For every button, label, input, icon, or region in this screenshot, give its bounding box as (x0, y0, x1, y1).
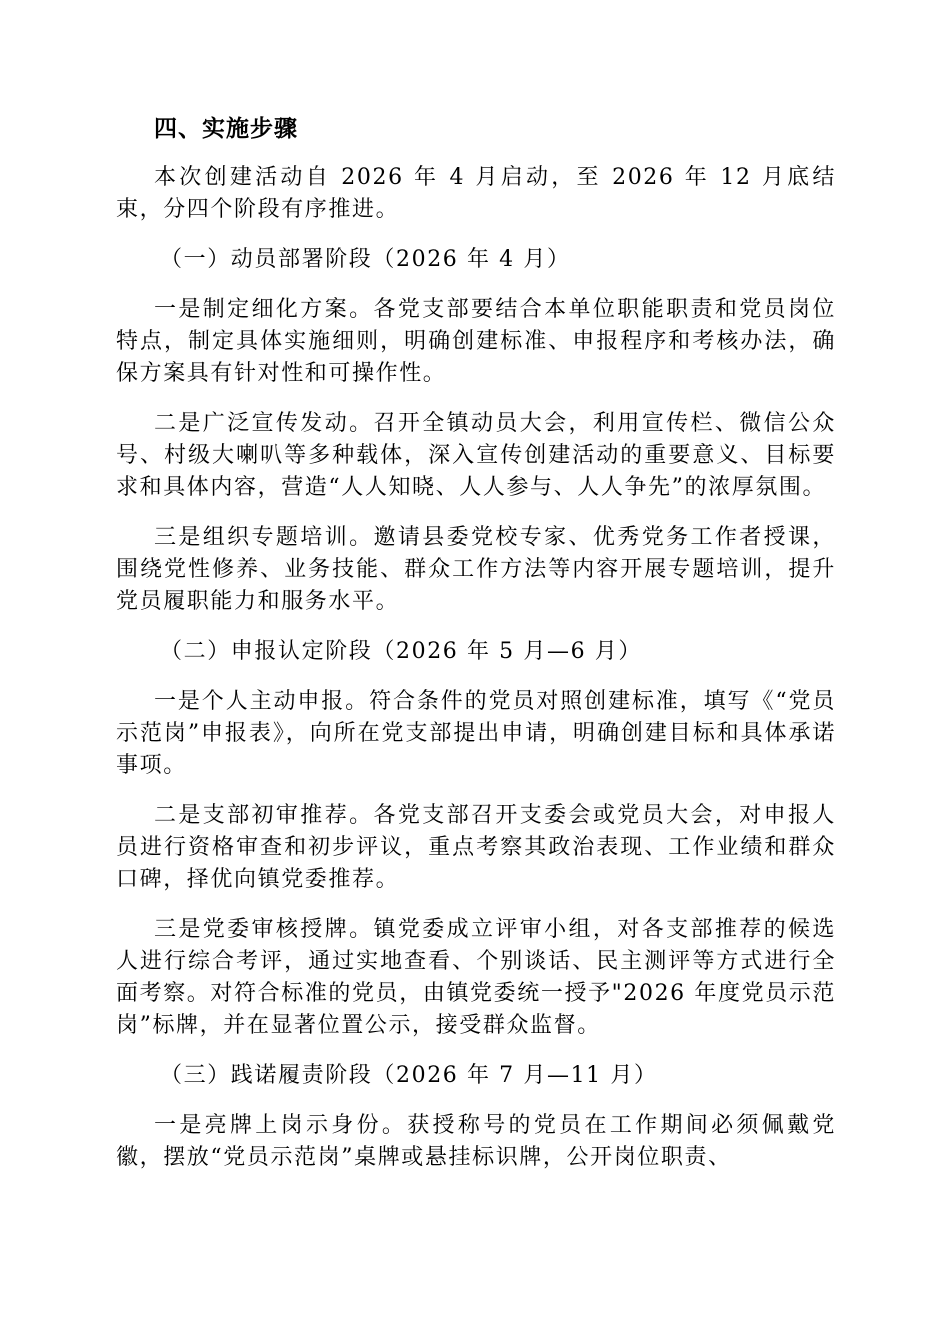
section-heading: 四、实施步骤 (154, 116, 298, 142)
phase-item: 二是支部初审推荐。各党支部召开支委会或党员大会，对申报人员进行资格审查和初步评议，重点考察其政治表现、工作业绩和群众口碑，择优向镇党委推荐。 (116, 803, 836, 892)
phase-item: 一是个人主动申报。符合条件的党员对照创建标准，填写《“党员示范岗”申报表》，向所在党支部提出申请，明确创建目标和具体承诺事项。 (116, 689, 836, 778)
phase-title: （二）申报认定阶段（2026 年 5 月—6 月） (160, 639, 642, 664)
document-page (116, 112, 836, 1192)
phase-item: 二是广泛宣传发动。召开全镇动员大会，利用宣传栏、微信公众号、村级大喇叭等多种载体，深入宣传创建活动的重要意义、目标要求和具体内容，营造“人人知晓、人人参与、人人争先”的浓厚氛围。 (116, 411, 836, 500)
phase-item: 三是党委审核授牌。镇党委成立评审小组，对各支部推荐的候选人进行综合考评，通过实地查看、个别谈话、民主测评等方式进行全面考察。对符合标准的党员，由镇党委统一授予"2026 年度党员示范岗”标牌，并在显著位置公示，接受群众监督。 (116, 917, 836, 1038)
phase-3 (116, 1060, 836, 1174)
section-intro: 本次创建活动自 2026 年 4 月启动，至 2026 年 12 月底结束，分四个阶段有序推进。 (116, 165, 836, 222)
phase-title: （三）践诺履责阶段（2026 年 7 月—11 月） (160, 1063, 658, 1088)
phase-title: （一）动员部署阶段（2026 年 4 月） (160, 247, 571, 272)
phase-item: 一是制定细化方案。各党支部要结合本单位职能职责和党员岗位特点，制定具体实施细则，明确创建标准、申报程序和考核办法，确保方案具有针对性和可操作性。 (116, 297, 836, 386)
phase-2 (116, 636, 836, 1042)
phase-item: 三是组织专题培训。邀请县委党校专家、优秀党务工作者授课，围绕党性修养、业务技能、群众工作方法等内容开展专题培训，提升党员履职能力和服务水平。 (116, 525, 836, 614)
phase-item: 一是亮牌上岗示身份。获授称号的党员在工作期间必须佩戴党徽，摆放“党员示范岗”桌牌或悬挂标识牌，公开岗位职责、 (116, 1113, 836, 1170)
phase-1 (116, 244, 836, 618)
